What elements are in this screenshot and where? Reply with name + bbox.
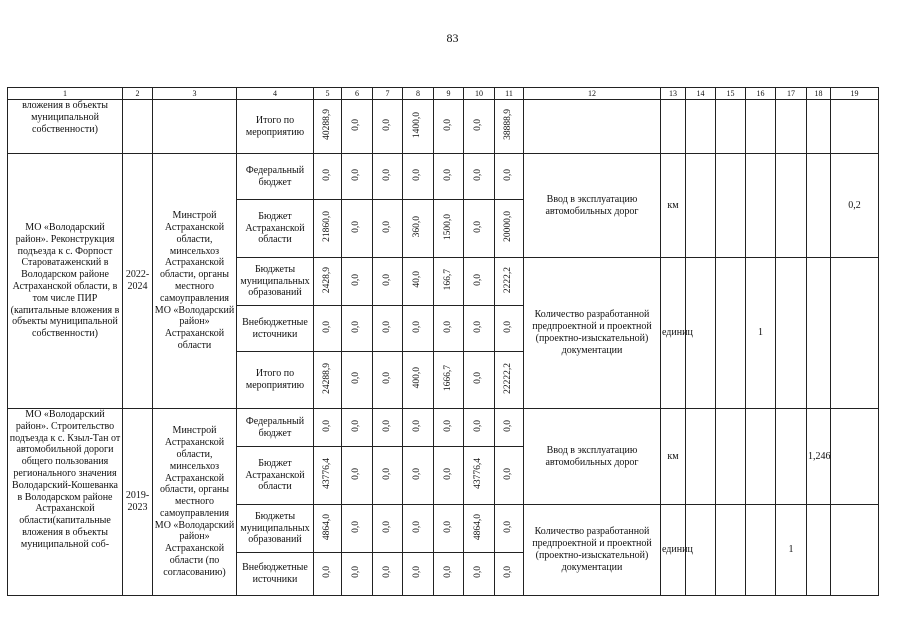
source-label: Федеральный бюджет [237, 154, 314, 200]
value-cell: 0,0 [503, 566, 514, 579]
indicator-name: Количество разработанной предпроектной и проектной (проектно-изыскательной) документации [524, 258, 661, 409]
col-number: 6 [342, 88, 373, 100]
col-number: 19 [831, 88, 879, 100]
value-cell: 0,0 [351, 566, 362, 579]
col-number: 11 [495, 88, 524, 100]
value-cell: 0,0 [473, 118, 484, 131]
col-number: 2 [123, 88, 153, 100]
value-cell: 0,0 [473, 220, 484, 233]
value-cell: 0,0 [503, 320, 514, 333]
value-cell: 0,0 [351, 320, 362, 333]
value-cell: 2222,2 [503, 266, 514, 293]
value-cell: 0,0 [381, 372, 392, 385]
measure-title: МО «Володарский район». Строительство подъезда к с. Кзыл-Тан от автомобильной дороги общего пользования регионального значения Володарский-Кошеванка в Володарском районе Астраханской области(капитальные вложения в объекты муниципальной соб- [8, 409, 123, 596]
source-label: Бюджеты муниципальных образований [237, 505, 314, 553]
value-cell: 22222,2 [503, 362, 514, 394]
value-cell: 0,0 [442, 320, 453, 333]
col-number: 7 [373, 88, 403, 100]
col-number: 8 [403, 88, 434, 100]
budget-table [7, 87, 879, 596]
value-cell: 0,0 [351, 520, 362, 533]
value-cell: 0,0 [412, 467, 423, 480]
indicator-unit: км [661, 409, 686, 505]
value-cell: 0,0 [381, 520, 392, 533]
value-cell: 0,0 [351, 273, 362, 286]
value-cell: 0,0 [503, 520, 514, 533]
value-cell: 0,0 [321, 320, 332, 333]
value-cell: 0,0 [351, 220, 362, 233]
measure-title: вложения в объекты муниципальной собственности) [8, 100, 123, 154]
value-cell: 0,0 [503, 467, 514, 480]
col-number: 3 [153, 88, 237, 100]
value-cell: 4864,0 [321, 513, 332, 540]
value-cell: 0,0 [503, 419, 514, 432]
value-cell: 1500,0 [442, 213, 453, 240]
col-number: 4 [237, 88, 314, 100]
source-label: Внебюджетные источники [237, 306, 314, 352]
value-cell: 0,0 [412, 168, 423, 181]
value-cell: 20000,0 [503, 211, 514, 243]
indicator-value: 1 [776, 505, 807, 596]
value-cell: 0,0 [412, 320, 423, 333]
value-cell: 0,0 [473, 419, 484, 432]
source-label: Итого по мероприятию [237, 100, 314, 154]
value-cell: 0,0 [381, 566, 392, 579]
executor: Минстрой Астраханской области, минсельхоз Астраханской области, органы местного самоуправления МО «Володарский район» Астраханской области (по согласованию) [153, 409, 237, 596]
value-cell: 0,0 [473, 168, 484, 181]
value-cell: 1400,0 [412, 111, 423, 138]
value-cell: 40,0 [412, 271, 423, 288]
value-cell: 4864,0 [473, 513, 484, 540]
value-cell: 0,0 [351, 467, 362, 480]
executor: Минстрой Астраханской области, минсельхоз Астраханской области, органы местного самоуправления МО «Володарский район» Астраханской области [153, 154, 237, 409]
table-row [8, 100, 879, 154]
col-number: 5 [314, 88, 342, 100]
value-cell: 43776,4 [321, 458, 332, 490]
indicator-name: Ввод в эксплуатацию автомобильных дорог [524, 409, 661, 505]
value-cell: 2428,9 [321, 266, 332, 293]
value-cell: 0,0 [442, 168, 453, 181]
value-cell: 43776,4 [473, 458, 484, 490]
value-cell: 0,0 [473, 566, 484, 579]
value-cell: 24288,9 [321, 362, 332, 394]
indicator-name: Ввод в эксплуатацию автомобильных дорог [524, 154, 661, 258]
value-cell: 0,0 [503, 168, 514, 181]
value-cell: 0,0 [442, 467, 453, 480]
value-cell: 0,0 [381, 419, 392, 432]
indicator-unit: км [661, 154, 686, 258]
value-cell: 0,0 [473, 273, 484, 286]
value-cell: 0,0 [381, 467, 392, 480]
col-number: 17 [776, 88, 807, 100]
value-cell: 0,0 [351, 419, 362, 432]
source-label: Бюджет Астраханской области [237, 200, 314, 258]
col-number: 16 [746, 88, 776, 100]
col-number: 9 [434, 88, 464, 100]
value-cell: 0,0 [473, 320, 484, 333]
indicator-unit: единиц [661, 505, 686, 596]
value-cell: 0,0 [412, 566, 423, 579]
value-cell: 0,0 [473, 372, 484, 385]
indicator-value: 1 [746, 258, 776, 409]
indicator-value: 1,246 [807, 409, 831, 505]
value-cell: 0,0 [381, 168, 392, 181]
col-number: 18 [807, 88, 831, 100]
value-cell: 166,7 [442, 268, 453, 291]
value-cell: 0,0 [351, 168, 362, 181]
indicator-unit: единиц [661, 258, 686, 409]
source-label: Итого по мероприятию [237, 352, 314, 409]
col-number: 1 [8, 88, 123, 100]
source-label: Бюджет Астраханской области [237, 447, 314, 505]
value-cell: 1666,7 [442, 365, 453, 392]
table-row [8, 409, 879, 447]
measure-title: МО «Володарский район». Реконструкция подъезда к с. Форпост Староватаженский в Володарском районе Астраханской области, в том числе ПИР (капитальные вложения в объекты муниципальной собственности) [8, 154, 123, 409]
value-cell: 0,0 [412, 520, 423, 533]
col-number: 14 [686, 88, 716, 100]
value-cell: 21860,0 [321, 211, 332, 243]
value-cell: 0,0 [381, 118, 392, 131]
page-number: 83 [446, 31, 459, 45]
value-cell: 0,0 [321, 566, 332, 579]
value-cell: 0,0 [321, 419, 332, 432]
value-cell: 40288,9 [321, 109, 332, 141]
source-label: Бюджеты муниципальных образований [237, 258, 314, 306]
source-label: Внебюджетные источники [237, 553, 314, 596]
value-cell: 0,0 [381, 220, 392, 233]
years: 2022-2024 [123, 154, 153, 409]
col-number: 13 [661, 88, 686, 100]
value-cell: 0,0 [412, 419, 423, 432]
years: 2019-2023 [123, 409, 153, 596]
col-number: 10 [464, 88, 495, 100]
value-cell: 0,0 [381, 273, 392, 286]
table-row [8, 154, 879, 200]
value-cell: 0,0 [351, 118, 362, 131]
indicator-name: Количество разработанной предпроектной и проектной (проектно-изыскательной) документации [524, 505, 661, 596]
indicator-value: 0,2 [831, 154, 879, 258]
col-number: 15 [716, 88, 746, 100]
value-cell: 0,0 [381, 320, 392, 333]
value-cell: 0,0 [442, 520, 453, 533]
value-cell: 360,0 [412, 215, 423, 238]
column-number-row [8, 88, 879, 100]
col-number: 12 [524, 88, 661, 100]
value-cell: 0,0 [442, 566, 453, 579]
value-cell: 0,0 [442, 118, 453, 131]
value-cell: 0,0 [321, 168, 332, 181]
source-label: Федеральный бюджет [237, 409, 314, 447]
value-cell: 38888,9 [503, 109, 514, 141]
value-cell: 400,0 [412, 367, 423, 389]
value-cell: 0,0 [351, 372, 362, 385]
value-cell: 0,0 [442, 419, 453, 432]
